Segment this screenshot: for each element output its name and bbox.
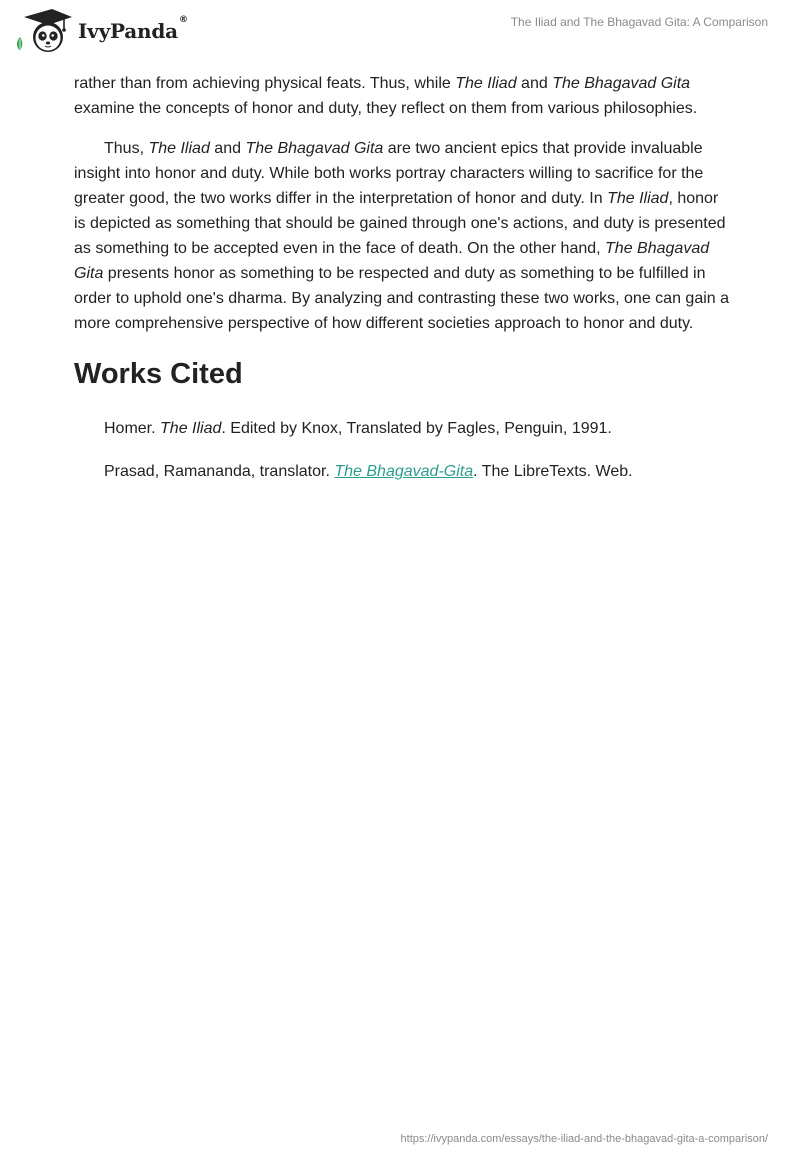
work-title: The Iliad <box>455 75 517 92</box>
work-title: The Bhagavad Gita <box>245 140 384 157</box>
conclusion-paragraph: Thus, The Iliad and The Bhagavad Gita are two ancient epics that provide invaluable insight into honor and duty. While both works portray characters willing to sacrifice for the greater good, the two works differ in the interpretation of honor and duty. In The Iliad, honor is depicted as something that should be gained through one's actions, and duty is presented as something to be accepted even in the face of death. On the other hand, The Bhagavad Gita presents honor as something to be respected and duty as something to be fulfilled in order to uphold one's dharma. By analyzing and contrasting these two works, one can gain a more comprehensive perspective of how different societies approach to honor and duty. <box>74 140 730 332</box>
brand-name: IvyPanda® <box>78 15 188 43</box>
work-title: The Iliad <box>607 190 669 207</box>
work-title: The Iliad <box>148 140 210 157</box>
works-cited-list <box>74 416 734 484</box>
document-title: The Iliad and The Bhagavad Gita: A Comparison <box>510 15 768 29</box>
bhagavad-gita-link[interactable]: The Bhagavad-Gita <box>334 463 474 480</box>
work-title: The Bhagavad Gita <box>552 75 691 92</box>
citation-entry: Prasad, Ramananda, translator. The Bhagavad-Gita. The LibreTexts. Web. <box>104 463 633 480</box>
ivypanda-logo[interactable] <box>14 8 188 54</box>
panda-graduate-icon <box>14 7 76 55</box>
page-url: https://ivypanda.com/essays/the-iliad-and-the-bhagavad-gita-a-comparison/ <box>400 1133 768 1145</box>
paragraph-continuation: rather than from achieving physical feats. Thus, while The Iliad and The Bhagavad Gita examine the concepts of honor and duty, they reflect on them from various philosophies. <box>74 75 698 117</box>
page-header <box>0 0 800 60</box>
citation-entry: Homer. The Iliad. Edited by Knox, Translated by Fagles, Penguin, 1991. <box>104 420 612 437</box>
essay-content <box>74 71 734 502</box>
work-title: The Bhagavad Gita <box>74 240 710 282</box>
works-cited-heading: Works Cited <box>74 358 243 390</box>
cited-work-title: The Iliad <box>160 420 222 437</box>
registered-mark: ® <box>178 15 188 25</box>
